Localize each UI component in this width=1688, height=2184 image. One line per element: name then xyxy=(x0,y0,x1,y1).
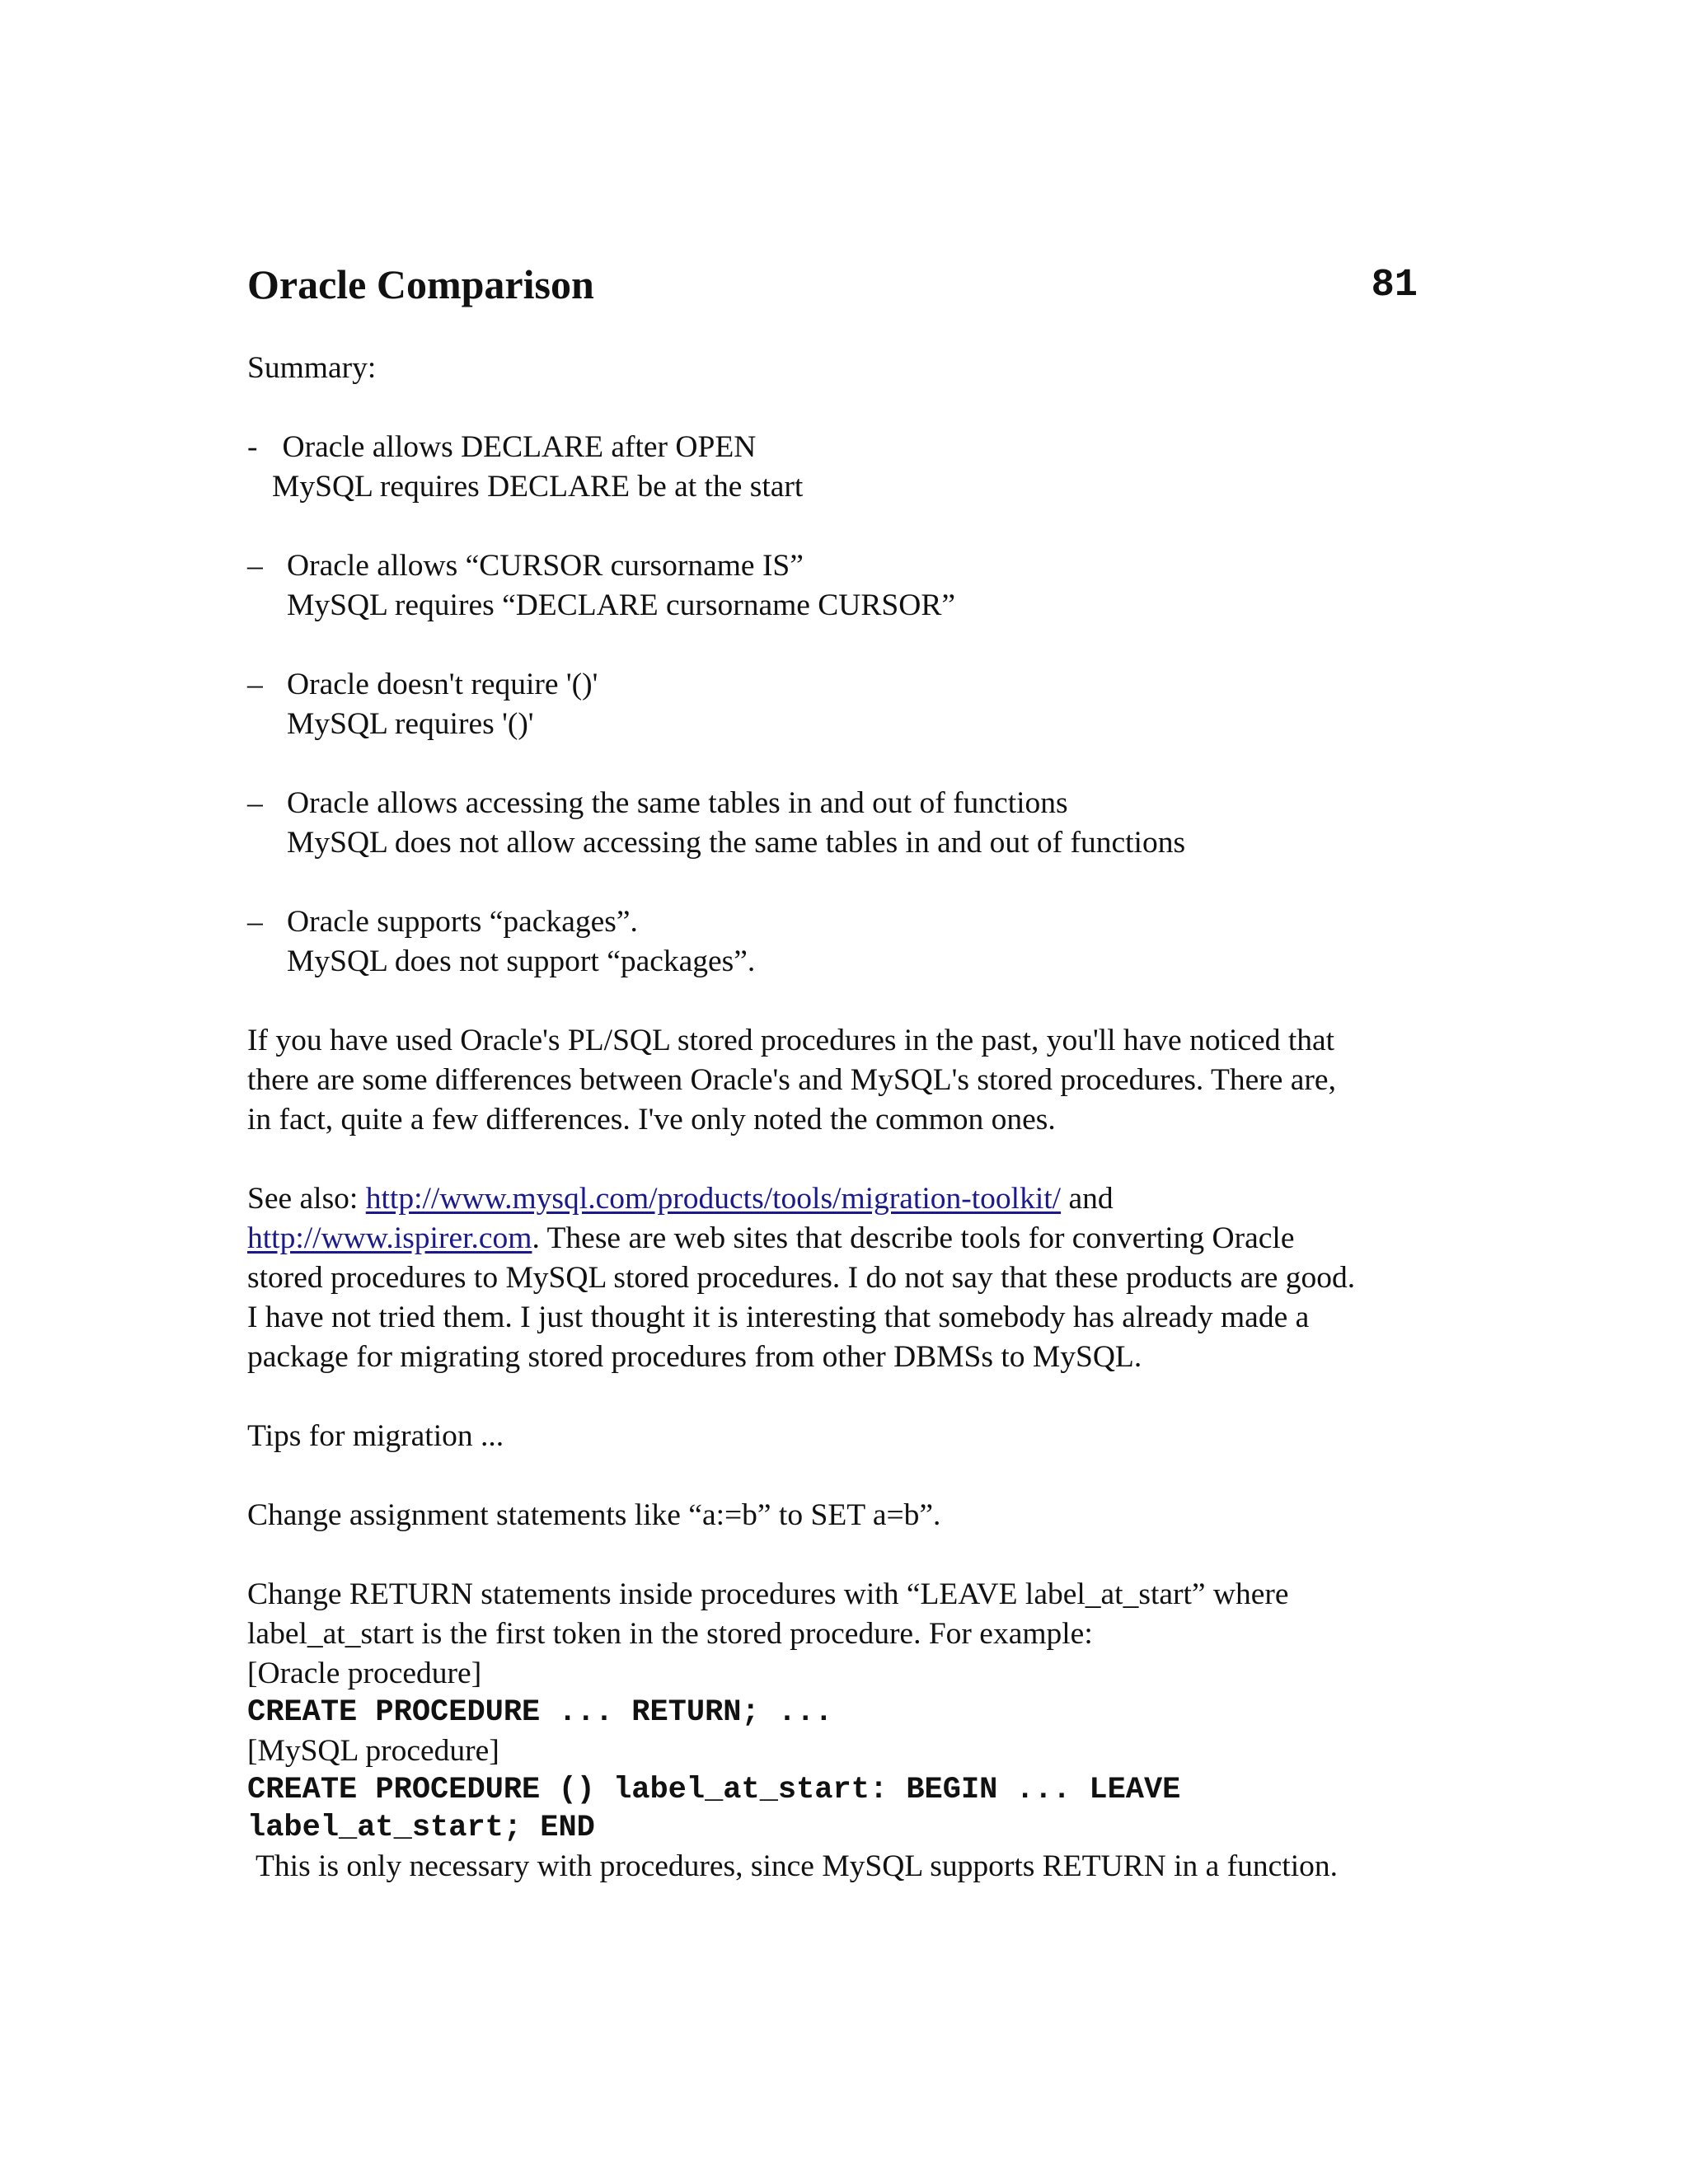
mysql-code-line: CREATE PROCEDURE () label_at_start: BEGIN ... LEAVE xyxy=(247,1773,1181,1807)
oracle-code-line: CREATE PROCEDURE ... RETURN; ... xyxy=(247,1695,833,1730)
list-marker: - xyxy=(247,430,258,464)
summary-item-3-mysql: MySQL requires '()' xyxy=(287,707,534,741)
body-text xyxy=(247,349,1434,1886)
see-also-line: package for migrating stored procedures from other DBMSs to MySQL. xyxy=(247,1340,1142,1374)
intro-paragraph-line: there are some differences between Oracle's and MySQL's stored procedures. There are, xyxy=(247,1063,1336,1097)
summary-item-2-mysql: MySQL requires “DECLARE cursorname CURSOR” xyxy=(287,588,955,622)
list-marker: – xyxy=(247,668,263,701)
see-also-line: I have not tried them. I just thought it is interesting that somebody has already made a xyxy=(247,1301,1310,1334)
see-also-line: stored procedures to MySQL stored procedures. I do not say that these products are good. xyxy=(247,1261,1356,1295)
oracle-procedure-label: [Oracle procedure] xyxy=(247,1657,482,1690)
list-marker: – xyxy=(247,549,263,583)
summary-label: Summary: xyxy=(247,351,377,385)
see-also-line: http://www.ispirer.com. These are web sites that describe tools for converting Oracle xyxy=(247,1221,1295,1255)
ispirer-link[interactable]: http://www.ispirer.com xyxy=(247,1221,532,1255)
summary-item-5-mysql: MySQL does not support “packages”. xyxy=(287,944,756,978)
summary-item-3-oracle: – Oracle doesn't require '()' xyxy=(247,665,1434,705)
see-also-line: See also: http://www.mysql.com/products/tools/migration-toolkit/ and xyxy=(247,1182,1114,1216)
return-tip-line: Change RETURN statements inside procedures with “LEAVE label_at_start” where xyxy=(247,1577,1289,1611)
summary-item-5-oracle: – Oracle supports “packages”. xyxy=(247,902,1434,942)
intro-paragraph-line: in fact, quite a few differences. I've only noted the common ones. xyxy=(247,1103,1056,1137)
page-header xyxy=(247,255,1418,313)
summary-item-2-oracle: – Oracle allows “CURSOR cursorname IS” xyxy=(247,546,1434,586)
assignment-tip: Change assignment statements like “a:=b” to SET a=b”. xyxy=(247,1498,941,1532)
summary-item-1-oracle: - Oracle allows DECLARE after OPEN xyxy=(247,430,757,464)
closing-note: This is only necessary with procedures, since MySQL supports RETURN in a function. xyxy=(256,1849,1338,1883)
document-page xyxy=(247,0,1434,2184)
summary-item-4-oracle: – Oracle allows accessing the same tables in and out of functions xyxy=(247,784,1434,823)
summary-item-4-mysql: MySQL does not allow accessing the same tables in and out of functions xyxy=(287,826,1186,860)
return-tip-line: label_at_start is the first token in the stored procedure. For example: xyxy=(247,1617,1093,1651)
list-marker: – xyxy=(247,905,263,939)
list-marker: – xyxy=(247,786,263,820)
page-title: Oracle Comparison xyxy=(247,261,594,307)
intro-paragraph-line: If you have used Oracle's PL/SQL stored procedures in the past, you'll have noticed that xyxy=(247,1024,1335,1057)
mysql-migration-toolkit-link[interactable]: http://www.mysql.com/products/tools/migration-toolkit/ xyxy=(365,1182,1062,1216)
page-number: 81 xyxy=(1371,264,1418,307)
tips-heading: Tips for migration ... xyxy=(247,1419,504,1453)
summary-item-1-mysql: MySQL requires DECLARE be at the start xyxy=(272,470,804,504)
mysql-code-line: label_at_start; END xyxy=(247,1811,595,1845)
mysql-procedure-label: [MySQL procedure] xyxy=(247,1734,499,1768)
